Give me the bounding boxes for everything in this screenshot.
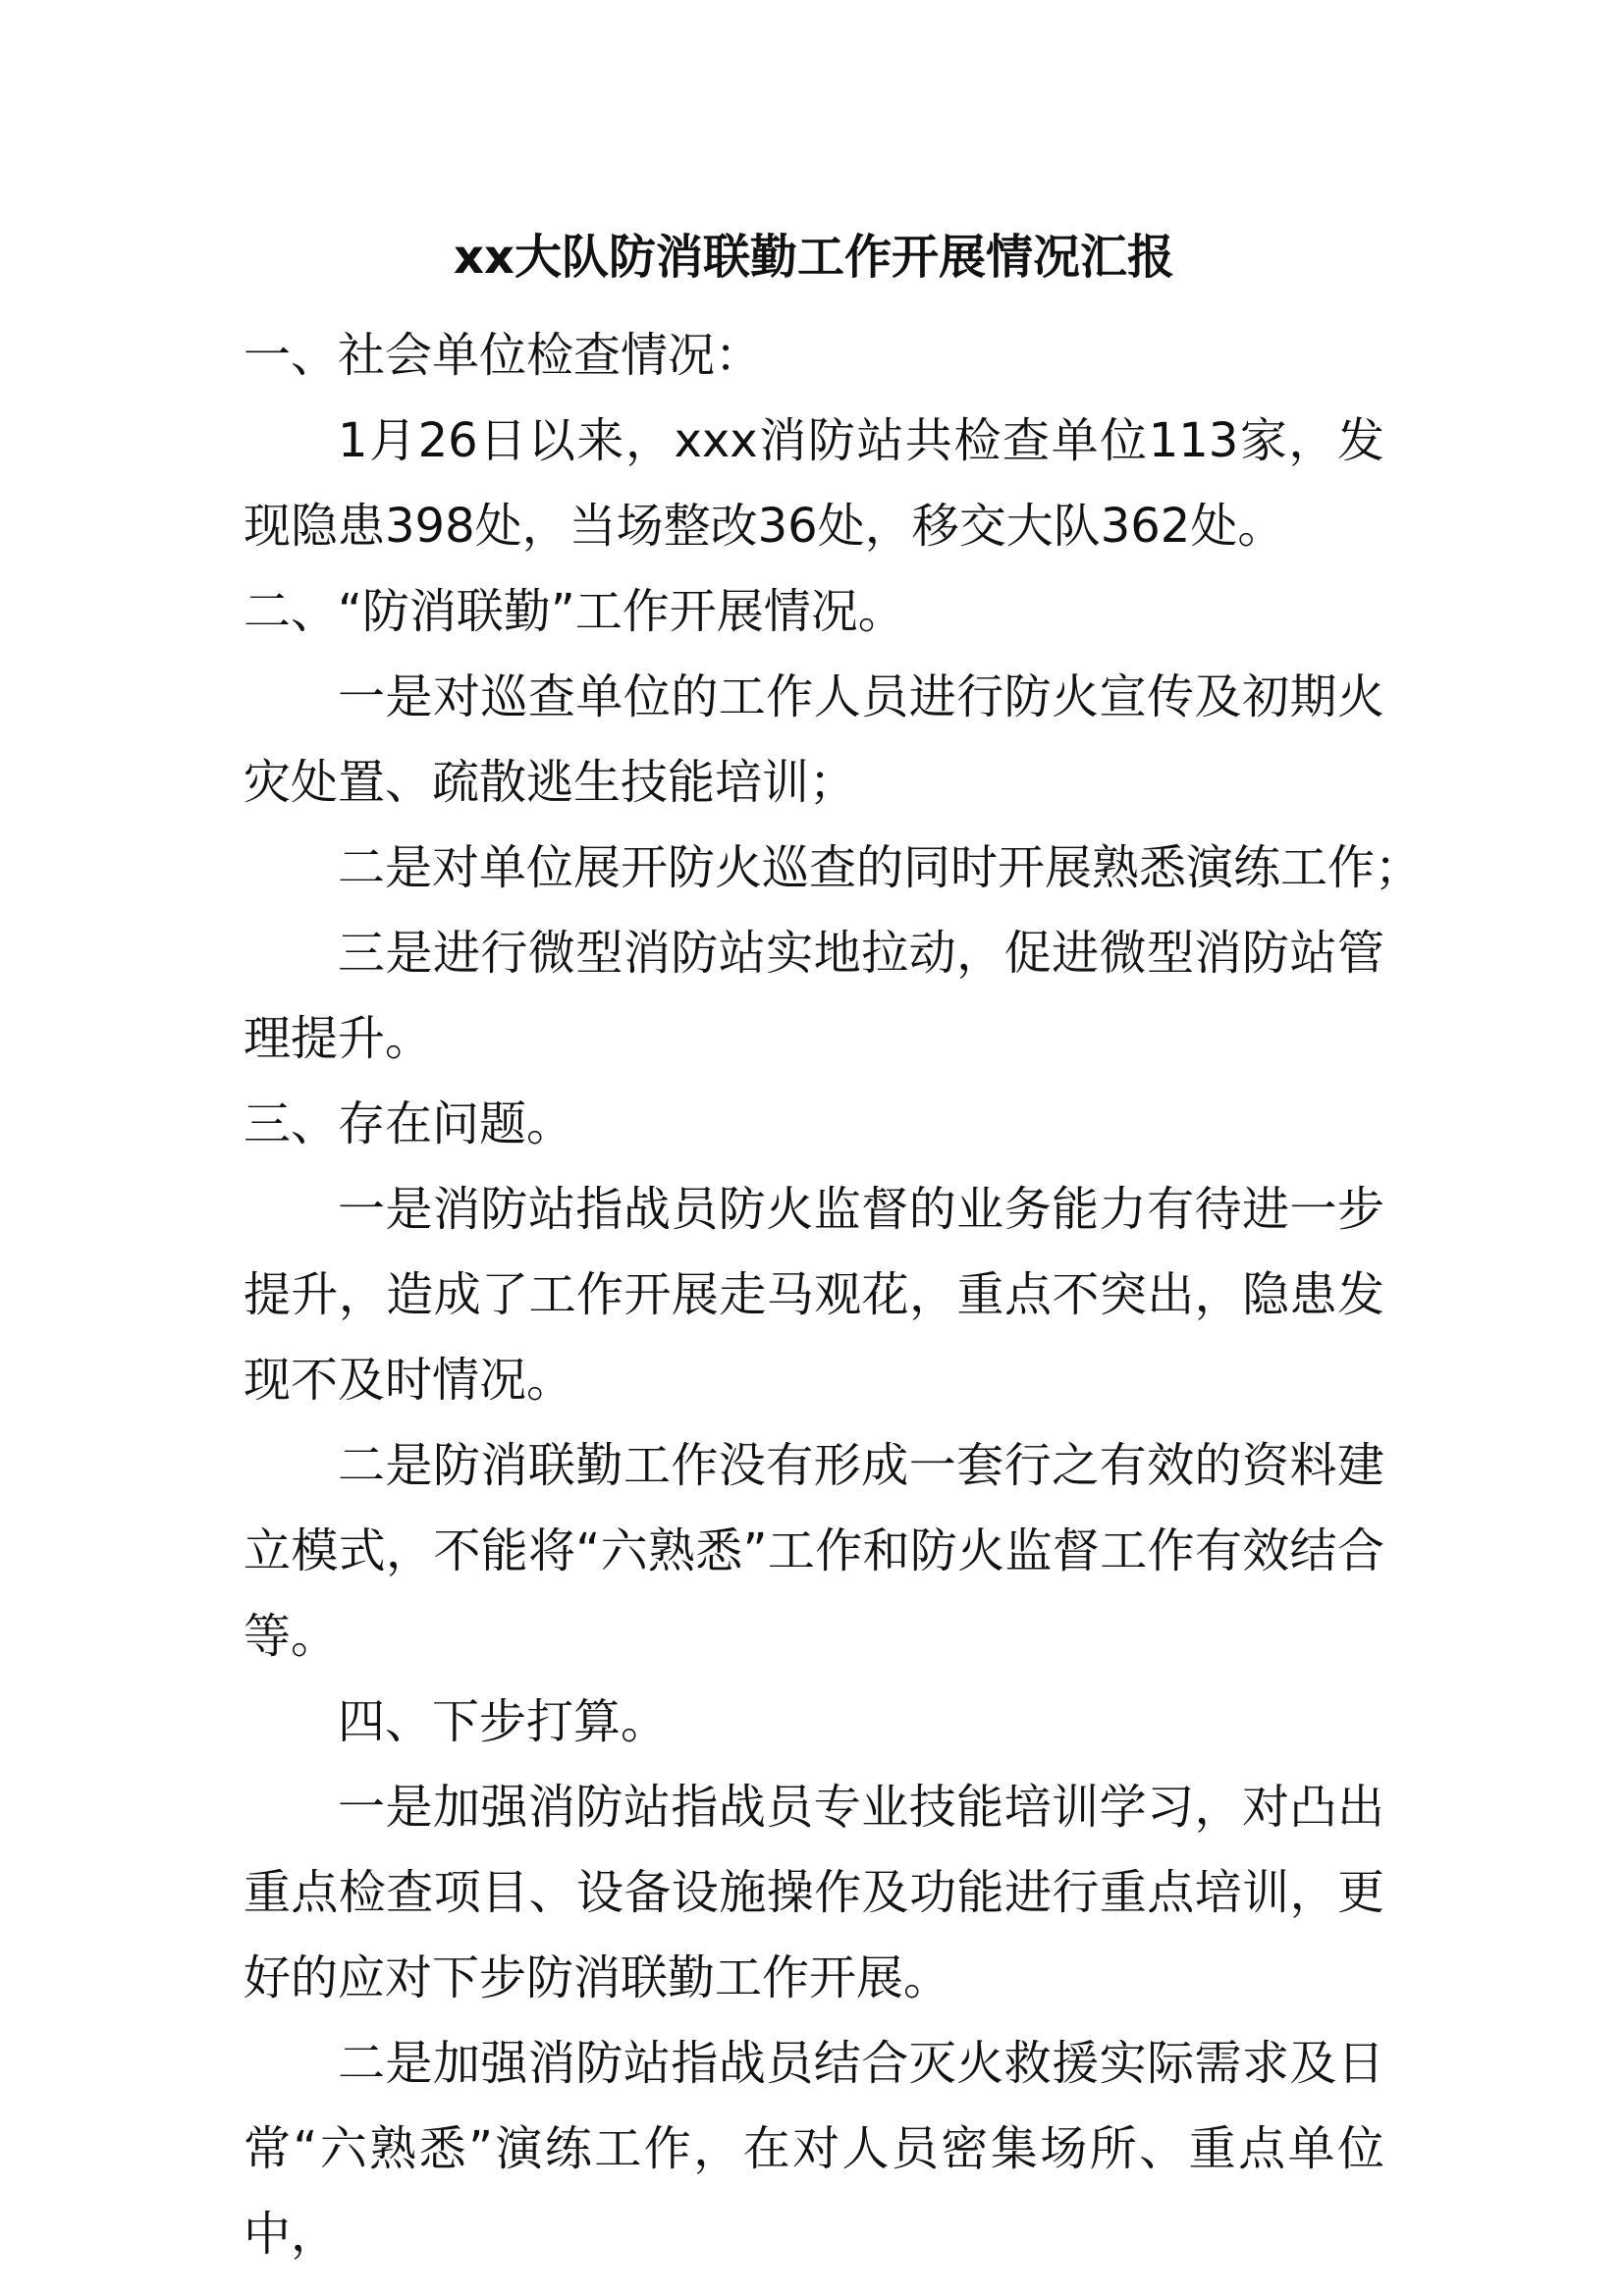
- section-heading-1: 一、社会单位检查情况：: [244, 328, 763, 383]
- section-3-paragraph-1: 一是消防站指战员防火监督的业务能力有待进一步提升，造成了工作开展走马观花，重点不突出，隐患发现不及时情况。: [244, 1182, 1384, 1408]
- section-heading-2: 二、“防消联勤”工作开展情况。: [244, 584, 905, 639]
- document-title: xx大队防消联勤工作开展情况汇报: [454, 230, 1174, 285]
- section-4-paragraph-2: 二是加强消防站指战员结合灭火救援实际需求及日常“六熟悉”演练工作，在对人员密集场所、重点单位中，: [244, 2036, 1384, 2262]
- section-heading-4: 四、下步打算。: [338, 1694, 669, 1749]
- section-2-paragraph-2: 二是对单位展开防火巡查的同时开展熟悉演练工作；: [338, 840, 1423, 895]
- section-heading-3: 三、存在问题。: [244, 1096, 574, 1151]
- section-4-paragraph-1: 一是加强消防站指战员专业技能培训学习，对凸出重点检查项目、设备设施操作及功能进行重点培训，更好的应对下步防消联勤工作开展。: [244, 1780, 1384, 2005]
- section-1-paragraph-1: 1月26日以来，xxx消防站共检查单位113家，发现隐患398处，当场整改36处，移交大队362处。: [244, 413, 1384, 554]
- document-body: [244, 228, 1423, 2277]
- section-2-paragraph-3: 三是进行微型消防站实地拉动，促进微型消防站管理提升。: [244, 926, 1384, 1066]
- section-3-paragraph-2: 二是防消联勤工作没有形成一套行之有效的资料建立模式，不能将“六熟悉”工作和防火监督工作有效结合等。: [244, 1438, 1384, 1664]
- section-2-paragraph-1: 一是对巡查单位的工作人员进行防火宣传及初期火灾处置、疏散逃生技能培训；: [244, 669, 1384, 810]
